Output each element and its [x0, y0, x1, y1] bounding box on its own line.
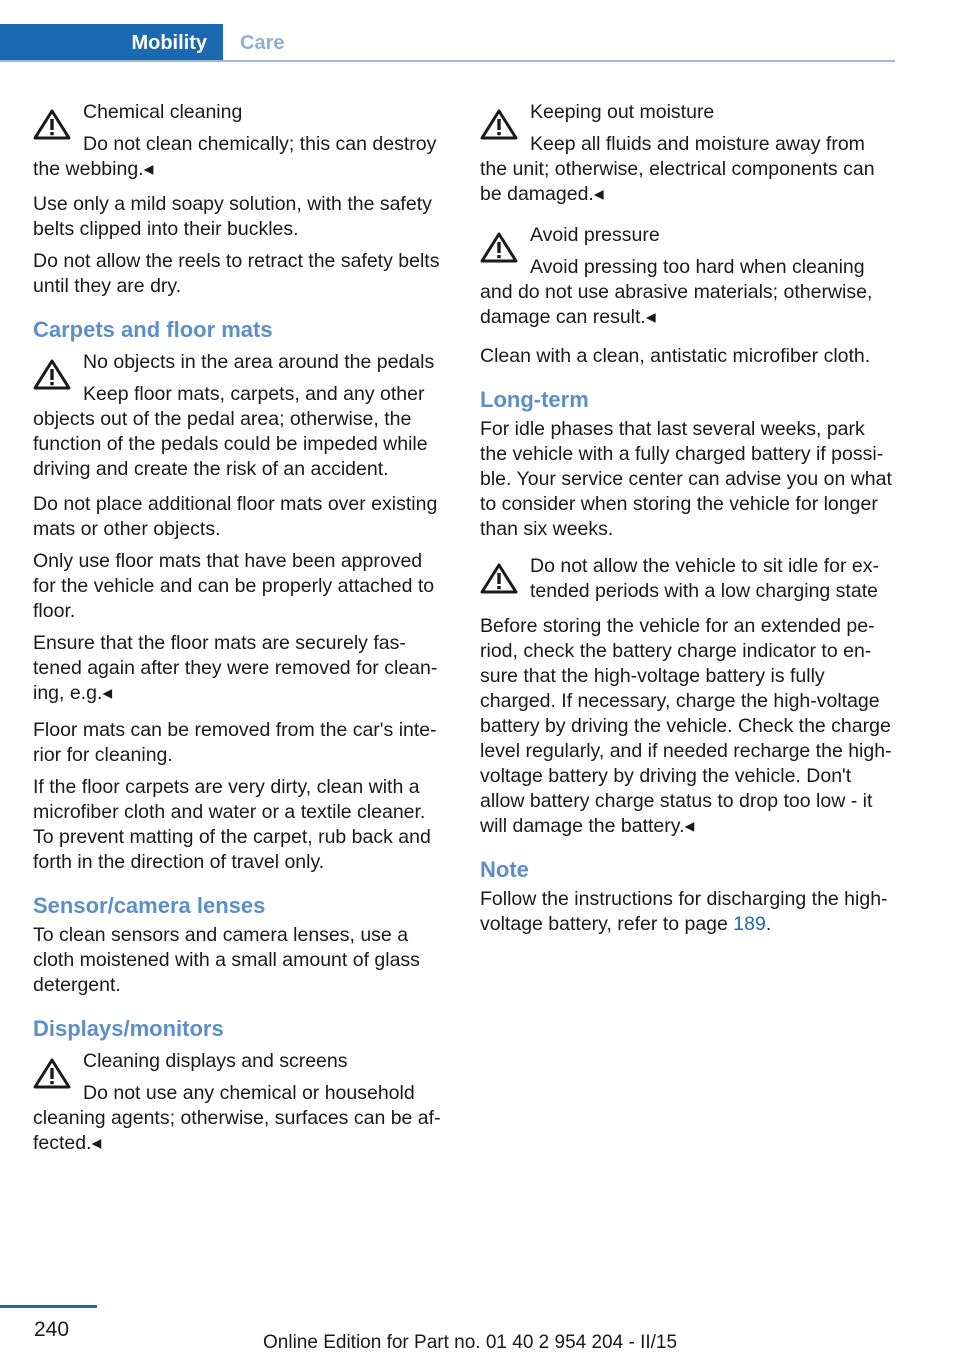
section-heading-sensor: Sensor/camera lenses	[33, 893, 266, 918]
paragraph: Ensure that the floor mats are securely fas-tened again after they were removed for clean-ing, e.g.◂	[33, 632, 438, 704]
warning-body: Keep floor mats, carpets, and any other objects out of the pedal area; otherwise, the function of the pedals could be impeded while driving and create the risk of an accident.	[33, 383, 428, 480]
warning-title: Cleaning displays and screens	[83, 1050, 348, 1072]
tab-care[interactable]: Care	[240, 32, 285, 54]
footer-rule	[0, 1305, 97, 1308]
paragraph: Use only a mild soapy solution, with the safety belts clipped into their buckles.	[33, 193, 432, 240]
right-column	[480, 100, 896, 944]
page-number: 240	[34, 1318, 70, 1341]
section-heading-longterm: Long-term	[480, 387, 589, 412]
section-heading-note: Note	[480, 857, 529, 882]
warning-title: Keeping out moisture	[530, 101, 715, 123]
warning-idle	[480, 554, 896, 604]
warning-title: Chemical cleaning	[83, 101, 243, 123]
warning-moisture	[480, 100, 896, 207]
paragraph: Do not place additional floor mats over existing mats or other objects.	[33, 493, 438, 540]
edition-text: Online Edition for Part no. 01 40 2 954 204 - II/15	[263, 1332, 678, 1353]
warning-body: Do not clean chemically; this can destroy the webbing.◂	[33, 133, 437, 180]
warning-body: Avoid pressing too hard when cleaning and do not use abrasive materials; otherwise, damage can result.◂	[480, 256, 873, 328]
tab-mobility[interactable]: Mobility	[0, 24, 223, 60]
paragraph: For idle phases that last several weeks, park the vehicle with a fully charged battery if possi-ble. Your service center can advise you on what to consider when storing the vehicle for longer than six weeks.	[480, 418, 892, 540]
paragraph: To clean sensors and camera lenses, use a cloth moistened with a small amount of glass detergent.	[33, 924, 420, 996]
paragraph: Before storing the vehicle for an extended pe-riod, check the battery charge indicator to en-sure that the high-voltage battery is fully charged. If necessary, charge the high-voltage battery by driving the vehicle. Check the charge level regularly, and if needed recharge the high-voltage battery by driving the vehicle. Don't allow battery charge status to drop too low - it will damage the battery.◂	[480, 615, 892, 837]
page-reference-link[interactable]: 189	[733, 913, 766, 935]
left-column	[33, 100, 447, 1166]
warning-pressure	[480, 223, 896, 330]
section-heading-displays: Displays/monitors	[33, 1016, 224, 1041]
warning-title: No objects in the area around the pedals	[83, 351, 435, 373]
warning-displays	[33, 1049, 447, 1156]
warning-triangle-icon	[33, 1058, 71, 1090]
warning-pedals	[33, 350, 447, 482]
warning-title: Do not allow the vehicle to sit idle for ex-tended periods with a low charging state	[530, 555, 880, 602]
paragraph: Only use floor mats that have been approved for the vehicle and can be properly attached to floor.	[33, 550, 435, 622]
paragraph-note: Follow the instructions for discharging the high-voltage battery, refer to page 189.	[480, 888, 888, 935]
paragraph: Do not allow the reels to retract the safety belts until they are dry.	[33, 250, 440, 297]
paragraph: If the floor carpets are very dirty, clean with a microfiber cloth and water or a textile cleaner. To prevent matting of the carpet, rub back and forth in the direction of travel only.	[33, 776, 431, 873]
warning-body: Keep all fluids and moisture away from the unit; otherwise, electrical components can be damaged.◂	[480, 133, 875, 205]
warning-triangle-icon	[480, 563, 518, 595]
warning-triangle-icon	[33, 359, 71, 391]
paragraph: Clean with a clean, antistatic microfiber cloth.	[480, 345, 871, 367]
warning-body: Do not use any chemical or household cleaning agents; otherwise, surfaces can be af-fected.◂	[33, 1082, 441, 1154]
warning-title: Avoid pressure	[530, 224, 660, 246]
section-heading-carpets: Carpets and floor mats	[33, 317, 273, 342]
warning-triangle-icon	[480, 109, 518, 141]
warning-triangle-icon	[480, 232, 518, 264]
warning-triangle-icon	[33, 109, 71, 141]
chapter-tabbar	[0, 24, 895, 62]
paragraph: Floor mats can be removed from the car's inte-rior for cleaning.	[33, 719, 437, 766]
warning-chemical-cleaning	[33, 100, 447, 182]
header-rule	[0, 60, 895, 62]
